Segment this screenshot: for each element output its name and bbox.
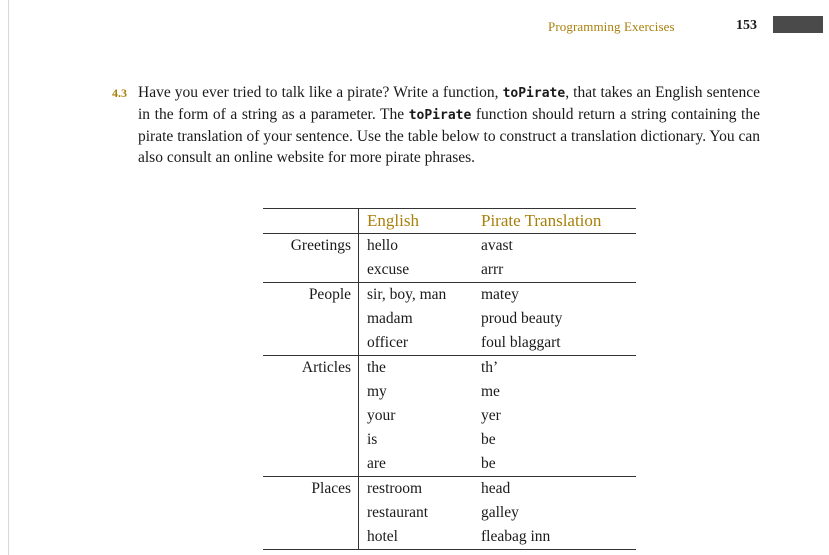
category-cell [263, 307, 359, 331]
table-row [263, 283, 636, 308]
pirate-header: Pirate Translation [480, 211, 602, 230]
pirate-cell: matey [480, 286, 519, 303]
pirate-cell: th’ [480, 359, 499, 376]
english-cell: your [367, 407, 396, 424]
pirate-cell: fleabag inn [473, 525, 636, 550]
english-cell: excuse [359, 258, 473, 283]
table-row [263, 356, 636, 381]
english-cell: are [359, 452, 473, 477]
english-cell: sir, boy, man [367, 286, 447, 303]
category-cell [263, 404, 359, 428]
category-cell [263, 452, 359, 477]
table-row [263, 428, 636, 452]
function-name-code: toPirate [502, 86, 566, 101]
english-header: English [367, 211, 419, 230]
pirate-cell: galley [480, 504, 519, 521]
category-cell [263, 501, 359, 525]
pirate-cell: arrr [473, 258, 636, 283]
category-header [263, 209, 359, 234]
exercise-text [138, 82, 760, 168]
category-cell [263, 525, 359, 550]
function-name-code: toPirate [408, 108, 472, 123]
category-cell [263, 331, 359, 356]
page-number: 153 [736, 18, 757, 33]
table-row [263, 307, 636, 331]
exercise-4-3 [112, 82, 760, 168]
category-cell [263, 428, 359, 452]
pirate-cell: avast [480, 237, 513, 254]
english-cell: is [367, 431, 378, 448]
pirate-translation-table [263, 208, 636, 550]
english-cell: hello [367, 237, 398, 254]
pirate-cell: proud beauty [480, 310, 563, 327]
pirate-cell: foul blaggart [473, 331, 636, 356]
running-header: Programming Exercises [548, 19, 675, 34]
table-row [263, 331, 636, 356]
pirate-cell: be [480, 431, 496, 448]
table-row [263, 380, 636, 404]
exercise-number: 4.3 [112, 86, 127, 100]
pirate-cell: head [480, 480, 511, 497]
english-cell: madam [367, 310, 413, 327]
pirate-cell: me [480, 383, 500, 400]
translation-table-wrap [263, 208, 636, 550]
category-cell [263, 258, 359, 283]
table-row [263, 258, 636, 283]
exercise-text-part-1: Have you ever tried to talk like a pirate? Write a function, [138, 84, 503, 101]
category-cell: Articles [263, 356, 359, 381]
table-row [263, 234, 636, 259]
table-row [263, 501, 636, 525]
category-cell [263, 380, 359, 404]
category-cell: Greetings [263, 234, 359, 259]
chapter-thumb-tab [773, 16, 823, 33]
english-cell: hotel [359, 525, 473, 550]
english-cell: the [367, 359, 386, 376]
pirate-cell: be [473, 452, 636, 477]
table-header-row [263, 209, 636, 234]
category-cell: Places [263, 477, 359, 502]
pirate-cell: yer [480, 407, 501, 424]
table-row [263, 452, 636, 477]
english-cell: officer [359, 331, 473, 356]
english-cell: restroom [367, 480, 423, 497]
exercise-text-part-3: function should return a string containing the pirate translation of your sentence. Use the table below to construct a translation dictionary. You can also consult an online website for more pirate phrases. [138, 106, 760, 166]
page-edge [8, 0, 9, 555]
table-row [263, 477, 636, 502]
table-row [263, 404, 636, 428]
category-cell: People [263, 283, 359, 308]
exercise-text-part-2: , that takes an English sentence in the form of a string as a parameter. The [138, 84, 760, 123]
english-cell: my [367, 383, 387, 400]
table-row [263, 525, 636, 550]
english-cell: restaurant [367, 504, 429, 521]
